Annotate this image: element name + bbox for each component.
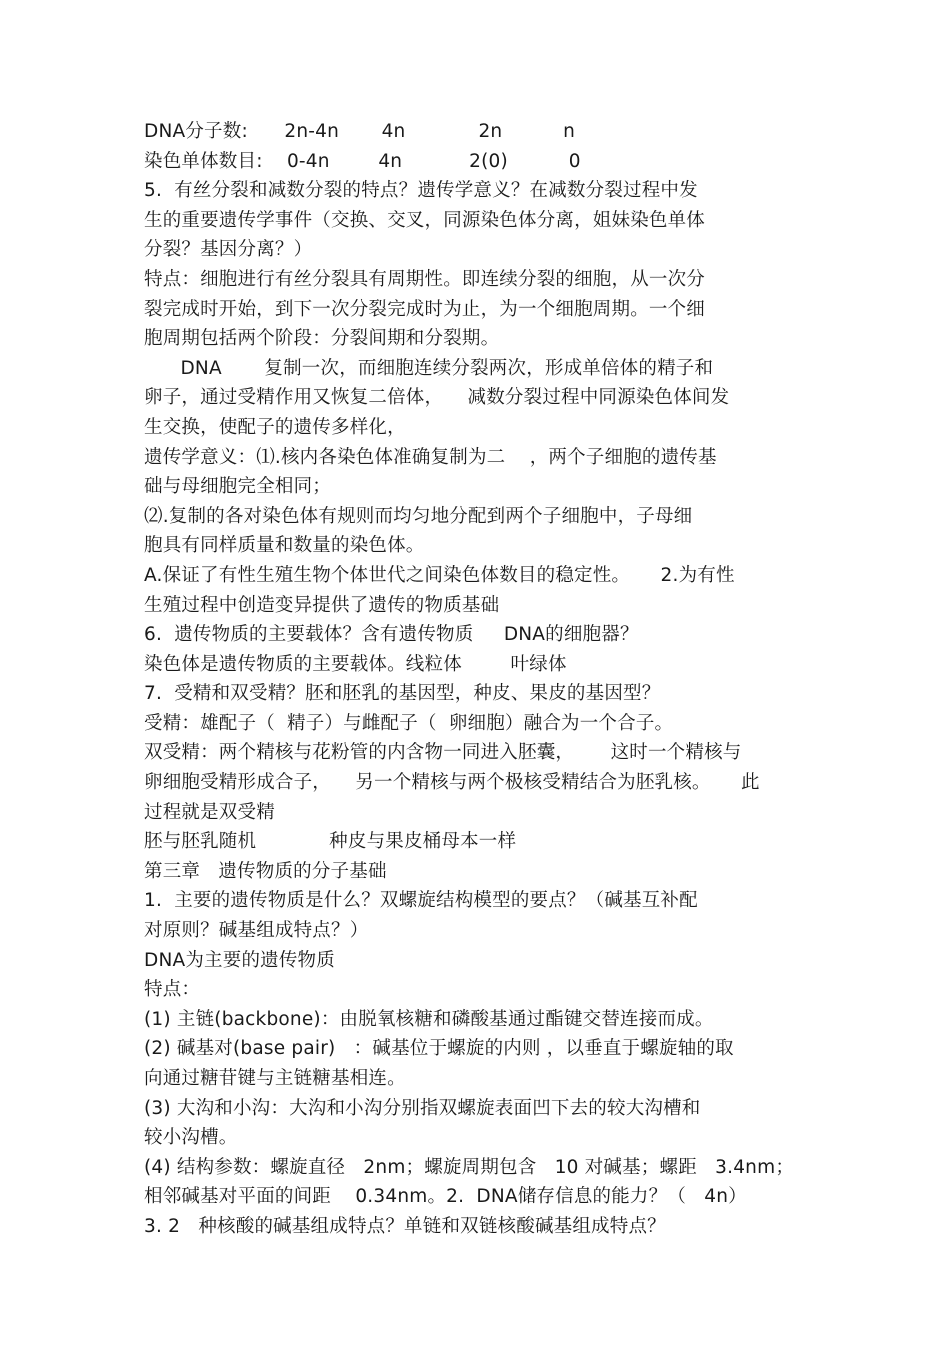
paragraph-line: 染色体是遗传物质的主要载体。线粒体 叶绿体: [144, 653, 567, 675]
question-7: 7. 受精和双受精？胚和胚乳的基因型，种皮、果皮的基因型？: [144, 683, 661, 705]
paragraph-line: 遗传学意义：⑴.核内各染色体准确复制为二 ，两个子细胞的遗传基: [144, 446, 717, 468]
paragraph-line: 特点：细胞进行有丝分裂具有周期性。即连续分裂的细胞，从一次分: [144, 268, 706, 290]
paragraph-line: 双受精：两个精核与花粉管的内含物一同进入胚囊， 这时一个精核与: [144, 742, 742, 764]
question-1: 1. 主要的遗传物质是什么？双螺旋结构模型的要点？（碱基互补配: [144, 890, 698, 912]
paragraph-line: 卵细胞受精形成合子， 另一个精核与两个极核受精结合为胚乳核。 此: [144, 772, 760, 794]
question-5: 5. 有丝分裂和减数分裂的特点？遗传学意义？在减数分裂过程中发: [144, 180, 698, 202]
list-item: (2) 碱基对(base pair) ：碱基位于螺旋的内则 ，以垂直于螺旋轴的取: [144, 1038, 734, 1060]
list-item-cont: 较小沟槽。: [144, 1127, 238, 1149]
paragraph-line: 裂完成时开始，到下一次分裂完成时为止，为一个细胞周期。一个细: [144, 298, 706, 320]
paragraph-line: 过程就是双受精: [144, 801, 275, 823]
list-item: (3) 大沟和小沟：大沟和小沟分别指双螺旋表面凹下去的较大沟槽和: [144, 1097, 701, 1119]
paragraph-line: 胞具有同样质量和数量的染色体。: [144, 535, 425, 557]
chapter-heading: 第三章 遗传物质的分子基础: [144, 860, 387, 882]
paragraph-line: 胚与胚乳随机 种皮与果皮桶母本一样: [144, 831, 517, 853]
question-5-cont: 生的重要遗传学事件（交换、交叉，同源染色体分离，姐妹染色单体: [144, 209, 706, 231]
list-item-cont: 向通过糖苷键与主链糖基相连。: [144, 1068, 406, 1089]
question-6: 6. 遗传物质的主要载体？含有遗传物质 DNA的细胞器？: [144, 624, 639, 646]
question-3: 3. 2 种核酸的碱基组成特点？单链和双链核酸碱基组成特点？: [144, 1215, 666, 1237]
paragraph-line: 生殖过程中创造变异提供了遗传的物质基础: [144, 594, 500, 616]
list-item: (4) 结构参数：螺旋直径 2nm；螺旋周期包含 10 对碱基；螺距 3.4nm；: [144, 1156, 795, 1178]
paragraph-line: 受精：雄配子（ 精子）与雌配子（ 卵细胞）融合为一个合子。: [144, 712, 674, 734]
paragraph-line: DNA为主要的遗传物质: [144, 949, 335, 971]
paragraph-line: 特点：: [144, 979, 201, 1001]
paragraph-line: 础与母细胞完全相同；: [144, 476, 332, 498]
list-item: (1) 主链(backbone)：由脱氧核糖和磷酸基通过酯键交替连接而成。: [144, 1008, 714, 1030]
list-item-cont: 相邻碱基对平面的间距 0.34nm。2. DNA储存信息的能力？（ 4n）: [144, 1186, 747, 1208]
paragraph-line: ⑵.复制的各对染色体有规则而均匀地分配到两个子细胞中，子母细: [144, 505, 693, 527]
line-dna-count: DNA分子数: 2n-4n 4n 2n n: [144, 121, 576, 142]
paragraph-line: 胞周期包括两个阶段：分裂间期和分裂期。: [144, 328, 500, 350]
paragraph-line: A.保证了有性生殖生物个体世代之间染色体数目的稳定性。 2.为有性: [144, 564, 735, 586]
question-1-cont: 对原则？碱基组成特点？）: [144, 920, 369, 942]
paragraph-line: 卵子，通过受精作用又恢复二倍体， 减数分裂过程中同源染色体间发: [144, 387, 730, 409]
line-chromatid-count: 染色单体数目: 0-4n 4n 2(0) 0: [144, 150, 581, 172]
paragraph-line: 生交换，使配子的遗传多样化，: [144, 416, 406, 438]
question-5-cont: 分裂？基因分离？）: [144, 239, 313, 261]
paragraph-line: DNA 复制一次，而细胞连续分裂两次，形成单倍体的精子和: [144, 357, 714, 379]
document-body: [144, 117, 824, 1242]
